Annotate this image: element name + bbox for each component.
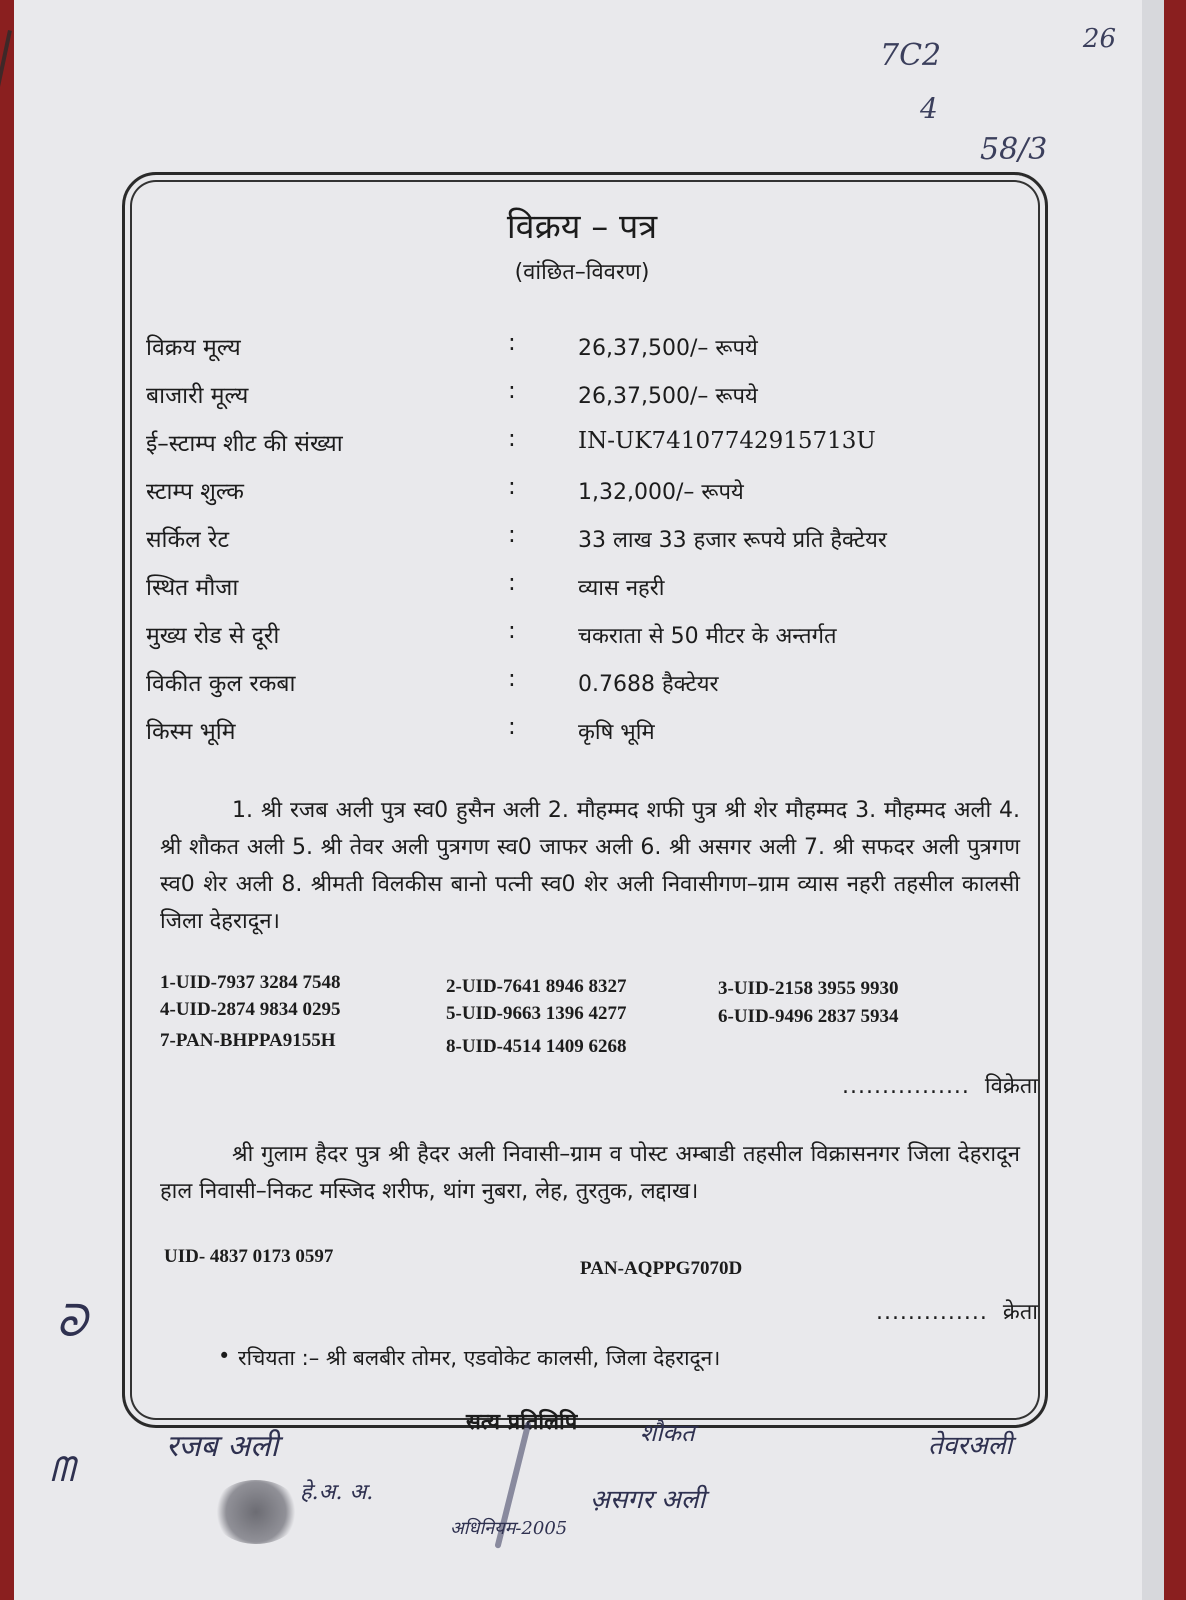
- detail-row: [146, 710, 1026, 758]
- deed-title: विक्रय – पत्र: [506, 207, 658, 247]
- buyer-role-label: क्रेता: [1002, 1300, 1038, 1325]
- detail-value: 26,37,500/– रूपये: [578, 384, 758, 409]
- seller-id: 4-UID-2874 9834 0295: [160, 999, 341, 1020]
- buyer-uid: UID- 4837 0173 0597: [164, 1246, 334, 1267]
- buyer-signature-line: [876, 1296, 1038, 1326]
- seller-role-label: विक्रेता: [984, 1074, 1038, 1099]
- sellers-paragraph: 1. श्री रजब अली पुत्र स्व0 हुसैन अली 2. मौहम्मद शफी पुत्र श्री शेर मौहम्मद 3. मौहम्मद अली 4. श्री शौकत अली 5. श्री तेवर अली पुत्रगण स्व0 जाफर अली 6. श्री असगर अली 7. श्री सफदर अली पुत्रगण स्व0 शेर अली 8. श्रीमती विलकीस बानो पत्नी स्व0 शेर अली निवासीगण–ग्राम व्यास नहरी तहसील कालसी जिला देहरादून।: [160, 798, 1020, 934]
- attestation-label: सत्य प्रतिलिपि: [466, 1410, 578, 1435]
- detail-colon: :: [508, 330, 516, 356]
- folio-note-mid: 4: [920, 92, 938, 125]
- detail-value: 33 लाख 33 हजार रूपये प्रति हैक्टेयर: [578, 528, 887, 553]
- detail-row: [146, 662, 1026, 710]
- detail-row: [146, 518, 1026, 566]
- detail-label: विक्रय मूल्य: [146, 335, 241, 361]
- handwritten-signature: रजब अली: [166, 1429, 279, 1464]
- detail-label: स्टाम्प शुल्क: [146, 479, 244, 505]
- detail-colon: :: [508, 570, 516, 596]
- detail-value: चकराता से 50 मीटर के अन्तर्गत: [578, 624, 837, 649]
- bullet-mark: •: [218, 1344, 231, 1368]
- seller-id: 6-UID-9496 2837 5934: [718, 1006, 899, 1027]
- seller-id: 2-UID-7641 8946 8327: [446, 976, 627, 997]
- seller-id: 3-UID-2158 3955 9930: [718, 978, 899, 999]
- signature-dots: ................: [842, 1074, 970, 1099]
- page-edge: [1142, 0, 1164, 1600]
- buyer-paragraph: श्री गुलाम हैदर पुत्र श्री हैदर अली निवासी–ग्राम व पोस्ट अम्बाडी तहसील विक्रासनगर जिला देहरादून हाल निवासी–निकट मस्जिद शरीफ, थांग नुबरा, लेह, तुरतुक, लद्दाख।: [160, 1142, 1020, 1204]
- detail-value: 1,32,000/– रूपये: [578, 480, 744, 505]
- detail-label: सर्किल रेट: [146, 527, 230, 553]
- margin-scribble: ᘐ: [56, 1296, 87, 1347]
- signature-dots: ..............: [875, 1300, 988, 1325]
- handwritten-signature: हे.अ. अ.: [300, 1480, 374, 1505]
- handwritten-signature: शौकत: [640, 1419, 695, 1447]
- detail-row: [146, 422, 1026, 470]
- detail-row: [146, 470, 1026, 518]
- detail-colon: :: [508, 618, 516, 644]
- detail-row: [146, 566, 1026, 614]
- detail-colon: :: [508, 426, 516, 452]
- deed-header: [122, 0, 1042, 320]
- handwritten-signature: अ़सगर अली: [590, 1485, 706, 1515]
- seller-id: 1-UID-7937 3284 7548: [160, 972, 341, 993]
- detail-label: किस्म भूमि: [146, 719, 236, 745]
- folio-note-top: 7C2: [880, 38, 942, 73]
- detail-colon: :: [508, 714, 516, 740]
- binding-ink-mark: [0, 30, 12, 442]
- seller-id: 8-UID-4514 1409 6268: [446, 1036, 627, 1057]
- detail-label: बाजारी मूल्य: [146, 383, 249, 409]
- detail-row: [146, 326, 1026, 374]
- thumbprint: [212, 1480, 300, 1544]
- detail-colon: :: [508, 522, 516, 548]
- page-number: 26: [1082, 24, 1116, 54]
- deed-details-list: [146, 326, 1026, 758]
- detail-label: विकीत कुल रकबा: [146, 671, 296, 697]
- detail-value: 0.7688 हैक्टेयर: [578, 672, 719, 697]
- detail-label: मुख्य रोड से दूरी: [146, 623, 280, 649]
- buyer-pan: PAN-AQPPG7070D: [580, 1258, 743, 1279]
- deed-subtitle: (वांछित–विवरण): [514, 260, 650, 285]
- detail-row: [146, 614, 1026, 662]
- detail-label: ई–स्टाम्प शीट की संख्या: [146, 431, 343, 457]
- detail-colon: :: [508, 378, 516, 404]
- margin-scribble: ᗰ: [50, 1450, 75, 1490]
- detail-value: व्यास नहरी: [578, 576, 665, 601]
- handwritten-signature: अधिनियम-2005: [450, 1518, 568, 1539]
- drafter-line: [218, 1344, 721, 1372]
- seller-id: 5-UID-9663 1396 4277: [446, 1003, 627, 1024]
- detail-colon: :: [508, 666, 516, 692]
- detail-value: IN-UK74107742915713U: [578, 428, 876, 454]
- detail-label: स्थित मौजा: [146, 575, 239, 601]
- detail-colon: :: [508, 474, 516, 500]
- detail-value: कृषि भूमि: [578, 720, 655, 745]
- seller-id: 7-PAN-BHPPA9155H: [160, 1030, 336, 1051]
- detail-value: 26,37,500/– रूपये: [578, 336, 758, 361]
- handwritten-signature: तेवरअली: [928, 1431, 1013, 1461]
- drafter-text: रचियता :– श्री बलबीर तोमर, एडवोकेट कालसी, जिला देहरादून।: [238, 1346, 721, 1370]
- folio-note-right: 58/3: [980, 132, 1048, 167]
- detail-row: [146, 374, 1026, 422]
- seller-signature-line: [842, 1070, 1038, 1100]
